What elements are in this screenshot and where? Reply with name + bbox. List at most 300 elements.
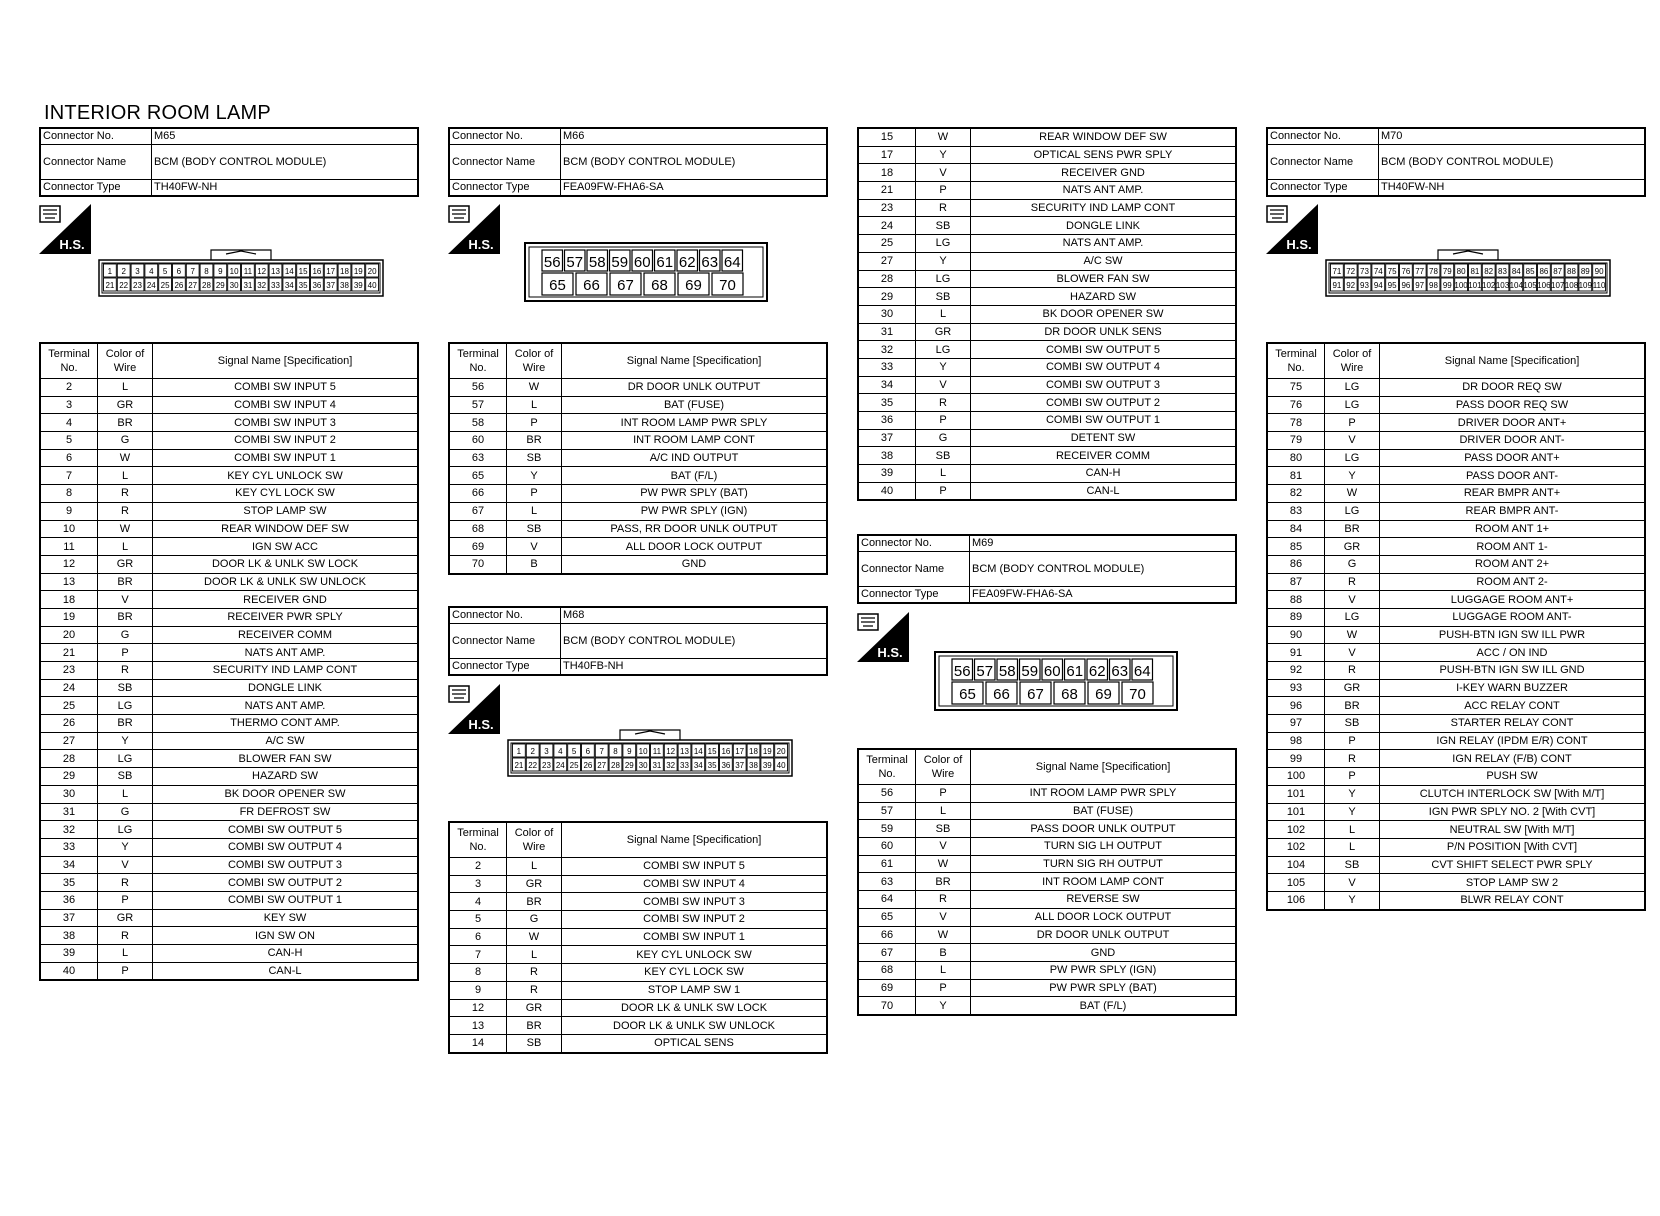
signal-name: GND	[971, 944, 1237, 962]
wire-color: GR	[98, 396, 153, 414]
signal-name: DR DOOR UNLK OUTPUT	[971, 926, 1237, 944]
signal-name: NEUTRAL SW [With M/T]	[1380, 821, 1646, 839]
signal-name: PUSH-BTN IGN SW ILL GND	[1380, 662, 1646, 680]
pin-label: 87	[1553, 267, 1563, 276]
connector-info-m70	[1266, 127, 1646, 197]
signal-name: RECEIVER GND	[971, 164, 1237, 182]
pin-label: 72	[1346, 267, 1356, 276]
signal-name: IGN RELAY (F/B) CONT	[1380, 750, 1646, 768]
wire-color: W	[1325, 626, 1380, 644]
terminal-no: 19	[40, 608, 98, 626]
terminal-no: 66	[449, 485, 507, 503]
pin-label: 16	[721, 747, 731, 756]
terminal-no: 13	[40, 573, 98, 591]
pin-label: 65	[549, 277, 566, 294]
wire-color: R	[916, 394, 971, 412]
connector-no: M70	[1379, 128, 1646, 145]
wire-color: SB	[507, 449, 562, 467]
terminal-no: 60	[858, 838, 916, 856]
pin-label: 4	[558, 747, 563, 756]
terminal-no-header: Terminal No.	[40, 343, 98, 379]
table-row	[449, 858, 827, 876]
signal-name: DOOR LK & UNLK SW LOCK	[153, 555, 419, 573]
label: Connector No.	[449, 607, 561, 624]
hs-label: H.S.	[468, 717, 494, 732]
pin-label: 98	[1429, 281, 1438, 290]
signal-name: DR DOOR UNLK OUTPUT	[562, 379, 828, 397]
pin-label: 77	[1415, 267, 1425, 276]
terminal-no: 39	[40, 945, 98, 963]
pin-label: 22	[119, 281, 129, 290]
wire-color: V	[1325, 591, 1380, 609]
pin-label: 5	[162, 267, 168, 276]
pin-label: 31	[243, 281, 253, 290]
table-row	[40, 644, 418, 662]
table-row	[40, 467, 418, 485]
signal-name: COMBI SW OUTPUT 1	[153, 891, 419, 909]
connector-name: BCM (BODY CONTROL MODULE)	[152, 145, 419, 180]
terminal-no: 76	[1267, 396, 1325, 414]
signal-name: ROOM ANT 1-	[1380, 538, 1646, 556]
terminal-no: 3	[449, 875, 507, 893]
pin-label: 30	[638, 761, 648, 770]
label: Connector Type	[1267, 180, 1379, 197]
table-row	[449, 964, 827, 982]
terminal-no: 29	[40, 768, 98, 786]
pin-label: 22	[528, 761, 538, 770]
terminal-no: 63	[449, 449, 507, 467]
table-row	[449, 1017, 827, 1035]
table-row	[858, 376, 1236, 394]
signal-name: RECEIVER COMM	[971, 447, 1237, 465]
pin-label: 96	[1401, 281, 1411, 290]
signal-name: P/N POSITION [With CVT]	[1380, 838, 1646, 856]
signal-name: COMBI SW OUTPUT 2	[971, 394, 1237, 412]
wire-color: R	[98, 927, 153, 945]
signal-name: LUGGAGE ROOM ANT+	[1380, 591, 1646, 609]
signal-name: REAR WINDOW DEF SW	[971, 128, 1237, 146]
pin-label: 15	[707, 747, 717, 756]
terminal-no: 10	[40, 520, 98, 538]
pin-label: 38	[340, 281, 349, 290]
signal-name: RECEIVER COMM	[153, 626, 419, 644]
signal-name: PUSH SW	[1380, 768, 1646, 786]
table-header	[1267, 343, 1645, 379]
terminal-no: 35	[40, 874, 98, 892]
signal-name: PASS, RR DOOR UNLK OUTPUT	[562, 520, 828, 538]
pin-label: 25	[569, 761, 579, 770]
wire-color: L	[916, 961, 971, 979]
table-row	[40, 945, 418, 963]
wire-color: Y	[916, 252, 971, 270]
signal-name: STOP LAMP SW 2	[1380, 874, 1646, 892]
connector-no: M66	[561, 128, 828, 145]
signal-name: COMBI SW INPUT 3	[153, 414, 419, 432]
terminal-no: 8	[449, 964, 507, 982]
signal-name: DONGLE LINK	[971, 217, 1237, 235]
connector-info-m69	[857, 534, 1237, 604]
pin-label: 59	[611, 254, 629, 271]
label: Connector No.	[40, 128, 152, 145]
pin-label: 4	[149, 267, 154, 276]
wire-color: Y	[1325, 467, 1380, 485]
table-row	[40, 538, 418, 556]
signal-name: KEY CYL LOCK SW	[562, 964, 828, 982]
connector-face-m65	[98, 248, 384, 303]
terminal-no: 30	[858, 305, 916, 323]
terminal-no: 32	[858, 341, 916, 359]
wire-color: P	[507, 485, 562, 503]
wire-color: GR	[1325, 679, 1380, 697]
terminal-no: 21	[40, 644, 98, 662]
table-row	[1267, 838, 1645, 856]
table-row	[449, 432, 827, 450]
signal-name-header: Signal Name [Specification]	[562, 343, 828, 379]
pin-label: 105	[1523, 281, 1537, 290]
table-row	[858, 961, 1236, 979]
terminal-no: 88	[1267, 591, 1325, 609]
signal-name: I-KEY WARN BUZZER	[1380, 679, 1646, 697]
table-row	[449, 502, 827, 520]
terminal-no: 27	[40, 732, 98, 750]
wire-color: R	[1325, 750, 1380, 768]
table-row	[449, 893, 827, 911]
signal-name: COMBI SW INPUT 4	[153, 396, 419, 414]
wire-color: W	[1325, 485, 1380, 503]
table-row	[858, 820, 1236, 838]
terminal-no: 63	[858, 873, 916, 891]
terminal-no: 20	[40, 626, 98, 644]
wire-color: L	[98, 467, 153, 485]
pin-label: 40	[776, 761, 786, 770]
signal-name: OPTICAL SENS	[562, 1034, 828, 1052]
signal-name: COMBI SW OUTPUT 3	[153, 856, 419, 874]
wire-color: L	[1325, 838, 1380, 856]
terminal-no: 35	[858, 394, 916, 412]
pin-label: 14	[693, 747, 703, 756]
table-row	[40, 909, 418, 927]
signal-name: STOP LAMP SW 1	[562, 981, 828, 999]
signal-name: COMBI SW INPUT 5	[153, 379, 419, 397]
signal-name: COMBI SW OUTPUT 5	[971, 341, 1237, 359]
wire-color: R	[507, 964, 562, 982]
wire-color: W	[98, 449, 153, 467]
pin-label: 28	[202, 281, 211, 290]
table-row	[1267, 520, 1645, 538]
table-row	[858, 979, 1236, 997]
terminal-no: 14	[449, 1034, 507, 1052]
table-row	[449, 875, 827, 893]
pin-label: 37	[735, 761, 745, 770]
pin-label: 12	[666, 747, 676, 756]
pin-label: 81	[1470, 267, 1480, 276]
pin-label: 75	[1387, 267, 1397, 276]
table-row	[858, 855, 1236, 873]
table-row	[40, 432, 418, 450]
table-row	[40, 803, 418, 821]
terminal-no: 93	[1267, 679, 1325, 697]
table-row	[40, 396, 418, 414]
wire-color: Y	[1325, 803, 1380, 821]
pin-label: 107	[1551, 281, 1565, 290]
table-row	[1267, 715, 1645, 733]
harness-side-icon	[857, 612, 909, 662]
terminal-no: 7	[40, 467, 98, 485]
signal-name: REVERSE SW	[971, 891, 1237, 909]
terminal-table-m69	[857, 748, 1237, 1016]
table-row	[858, 146, 1236, 164]
harness-side-icon	[448, 684, 500, 734]
terminal-no-header: Terminal No.	[858, 749, 916, 785]
wire-color: LG	[916, 270, 971, 288]
pin-label: 20	[776, 747, 786, 756]
pin-label: 102	[1482, 281, 1496, 290]
table-row	[1267, 662, 1645, 680]
wire-color: L	[98, 379, 153, 397]
wire-color: L	[98, 785, 153, 803]
terminal-no: 84	[1267, 520, 1325, 538]
terminal-no: 75	[1267, 379, 1325, 397]
pin-label: 2	[530, 747, 535, 756]
signal-name: NATS ANT AMP.	[971, 182, 1237, 200]
signal-name: TURN SIG LH OUTPUT	[971, 838, 1237, 856]
table-row	[40, 927, 418, 945]
pin-label: 2	[121, 267, 126, 276]
wire-color: W	[507, 379, 562, 397]
terminal-no: 39	[858, 465, 916, 483]
pin-label: 63	[1111, 663, 1129, 680]
wire-color: G	[98, 803, 153, 821]
terminal-no: 33	[40, 838, 98, 856]
pin-label: 5	[571, 747, 577, 756]
pin-label: 29	[624, 761, 634, 770]
signal-name: A/C SW	[153, 732, 419, 750]
pin-label: 79	[1442, 267, 1452, 276]
terminal-no: 58	[449, 414, 507, 432]
table-row	[1267, 432, 1645, 450]
signal-name: BLOWER FAN SW	[153, 750, 419, 768]
table-row	[449, 520, 827, 538]
terminal-no: 17	[858, 146, 916, 164]
terminal-no: 67	[449, 502, 507, 520]
table-row	[40, 379, 418, 397]
pin-label: 17	[735, 747, 745, 756]
wire-color: Y	[1325, 891, 1380, 909]
wire-color: P	[98, 644, 153, 662]
pin-label: 25	[160, 281, 170, 290]
terminal-no: 67	[858, 944, 916, 962]
pin-label: 70	[1129, 686, 1146, 703]
pin-label: 8	[613, 747, 618, 756]
signal-name: BAT (F/L)	[562, 467, 828, 485]
pin-label: 68	[651, 277, 668, 294]
wire-color: V	[1325, 874, 1380, 892]
table-row	[858, 305, 1236, 323]
pin-label: 108	[1564, 281, 1579, 290]
pin-label: 110	[1592, 281, 1606, 290]
terminal-no: 34	[40, 856, 98, 874]
label: Connector Type	[858, 587, 970, 604]
signal-name: LUGGAGE ROOM ANT-	[1380, 608, 1646, 626]
wire-color: R	[98, 662, 153, 680]
terminal-no: 99	[1267, 750, 1325, 768]
wire-color: BR	[916, 873, 971, 891]
wire-color: L	[507, 858, 562, 876]
terminal-no: 13	[449, 1017, 507, 1035]
terminal-table-m65	[39, 342, 419, 981]
table-row	[1267, 679, 1645, 697]
wire-color: V	[1325, 644, 1380, 662]
table-row	[449, 379, 827, 397]
hs-label: H.S.	[1286, 237, 1312, 252]
pin-label: 37	[326, 281, 336, 290]
label: Connector Type	[40, 180, 152, 197]
hs-label: H.S.	[59, 237, 85, 252]
terminal-table-m68	[448, 821, 828, 1054]
signal-name: DOOR LK & UNLK SW UNLOCK	[562, 1017, 828, 1035]
pin-label: 99	[1442, 281, 1452, 290]
terminal-no: 83	[1267, 502, 1325, 520]
table-row	[858, 465, 1236, 483]
signal-name: A/C IND OUTPUT	[562, 449, 828, 467]
table-row	[40, 715, 418, 733]
pin-label: 89	[1580, 267, 1590, 276]
terminal-no: 2	[40, 379, 98, 397]
terminal-no: 9	[449, 981, 507, 999]
label: Connector Name	[1267, 145, 1379, 180]
signal-name: INT ROOM LAMP PWR SPLY	[971, 785, 1237, 803]
wire-color: V	[98, 856, 153, 874]
signal-name: COMBI SW OUTPUT 4	[153, 838, 419, 856]
wire-color: Y	[98, 838, 153, 856]
pin-label: 60	[633, 254, 651, 271]
terminal-no: 57	[449, 396, 507, 414]
signal-name: COMBI SW INPUT 5	[562, 858, 828, 876]
terminal-no: 12	[40, 555, 98, 573]
signal-name-header: Signal Name [Specification]	[153, 343, 419, 379]
wire-color: SB	[916, 217, 971, 235]
terminal-no: 5	[449, 911, 507, 929]
wire-color: SB	[98, 768, 153, 786]
pin-label: 17	[326, 267, 336, 276]
wire-color: LG	[916, 341, 971, 359]
signal-name: COMBI SW OUTPUT 4	[971, 358, 1237, 376]
pin-label: 34	[284, 281, 294, 290]
wire-color: SB	[916, 447, 971, 465]
table-row	[1267, 591, 1645, 609]
signal-name: COMBI SW INPUT 2	[562, 911, 828, 929]
table-row	[40, 449, 418, 467]
wire-color: R	[98, 874, 153, 892]
pin-label: 74	[1373, 267, 1383, 276]
signal-name: CAN-H	[971, 465, 1237, 483]
signal-name: PASS DOOR REQ SW	[1380, 396, 1646, 414]
wire-color: P	[507, 414, 562, 432]
terminal-no: 81	[1267, 467, 1325, 485]
pin-label: 11	[652, 747, 662, 756]
table-row	[858, 270, 1236, 288]
signal-name: SECURITY IND LAMP CONT	[153, 662, 419, 680]
table-row	[858, 394, 1236, 412]
connector-face-m69	[934, 651, 1178, 716]
pin-label: 62	[1088, 663, 1106, 680]
pin-label: 32	[257, 281, 267, 290]
pin-label: 86	[1539, 267, 1549, 276]
terminal-no: 28	[40, 750, 98, 768]
signal-name: HAZARD SW	[153, 768, 419, 786]
table-row	[1267, 467, 1645, 485]
wire-color: P	[916, 482, 971, 500]
wire-color: W	[916, 926, 971, 944]
table-row	[858, 412, 1236, 430]
connector-info-m65	[39, 127, 419, 197]
terminal-no: 66	[858, 926, 916, 944]
table-row	[40, 962, 418, 980]
terminal-no: 68	[449, 520, 507, 538]
label: Connector No.	[449, 128, 561, 145]
signal-name: OPTICAL SENS PWR SPLY	[971, 146, 1237, 164]
wire-color: Y	[916, 146, 971, 164]
wire-color: Y	[916, 358, 971, 376]
signal-name: IGN PWR SPLY NO. 2 [With CVT]	[1380, 803, 1646, 821]
terminal-no: 2	[449, 858, 507, 876]
table-row	[40, 485, 418, 503]
pin-label: 9	[627, 747, 632, 756]
terminal-no: 102	[1267, 838, 1325, 856]
pin-label: 64	[1133, 663, 1151, 680]
wire-color: GR	[507, 875, 562, 893]
pin-label: 68	[1061, 686, 1078, 703]
wire-color: G	[916, 429, 971, 447]
wire-color: BR	[1325, 520, 1380, 538]
table-row	[1267, 555, 1645, 573]
signal-name: COMBI SW INPUT 2	[153, 432, 419, 450]
label: Connector Name	[40, 145, 152, 180]
wire-color: V	[507, 538, 562, 556]
wire-color: LG	[1325, 379, 1380, 397]
terminal-no: 28	[858, 270, 916, 288]
wire-color: SB	[507, 1034, 562, 1052]
pin-label: 59	[1021, 663, 1039, 680]
signal-name: INT ROOM LAMP CONT	[562, 432, 828, 450]
pin-label: 73	[1360, 267, 1369, 276]
wire-color: V	[916, 908, 971, 926]
pin-label: 39	[353, 281, 363, 290]
wire-color: BR	[507, 1017, 562, 1035]
table-row	[40, 608, 418, 626]
pin-label: 23	[133, 281, 142, 290]
wire-color: P	[916, 979, 971, 997]
table-row	[449, 555, 827, 573]
terminal-no: 65	[858, 908, 916, 926]
signal-name: KEY CYL LOCK SW	[153, 485, 419, 503]
table-row	[1267, 396, 1645, 414]
terminal-no: 56	[858, 785, 916, 803]
table-row	[858, 838, 1236, 856]
page-title: INTERIOR ROOM LAMP	[44, 102, 271, 124]
signal-name: DR DOOR REQ SW	[1380, 379, 1646, 397]
terminal-no: 32	[40, 821, 98, 839]
table-row	[858, 891, 1236, 909]
wire-color: LG	[1325, 502, 1380, 520]
wire-color: Y	[98, 732, 153, 750]
signal-name: ACC RELAY CONT	[1380, 697, 1646, 715]
signal-name: DONGLE LINK	[153, 679, 419, 697]
wire-color: LG	[98, 821, 153, 839]
table-row	[858, 944, 1236, 962]
signal-name: ACC / ON IND	[1380, 644, 1646, 662]
table-row	[40, 838, 418, 856]
